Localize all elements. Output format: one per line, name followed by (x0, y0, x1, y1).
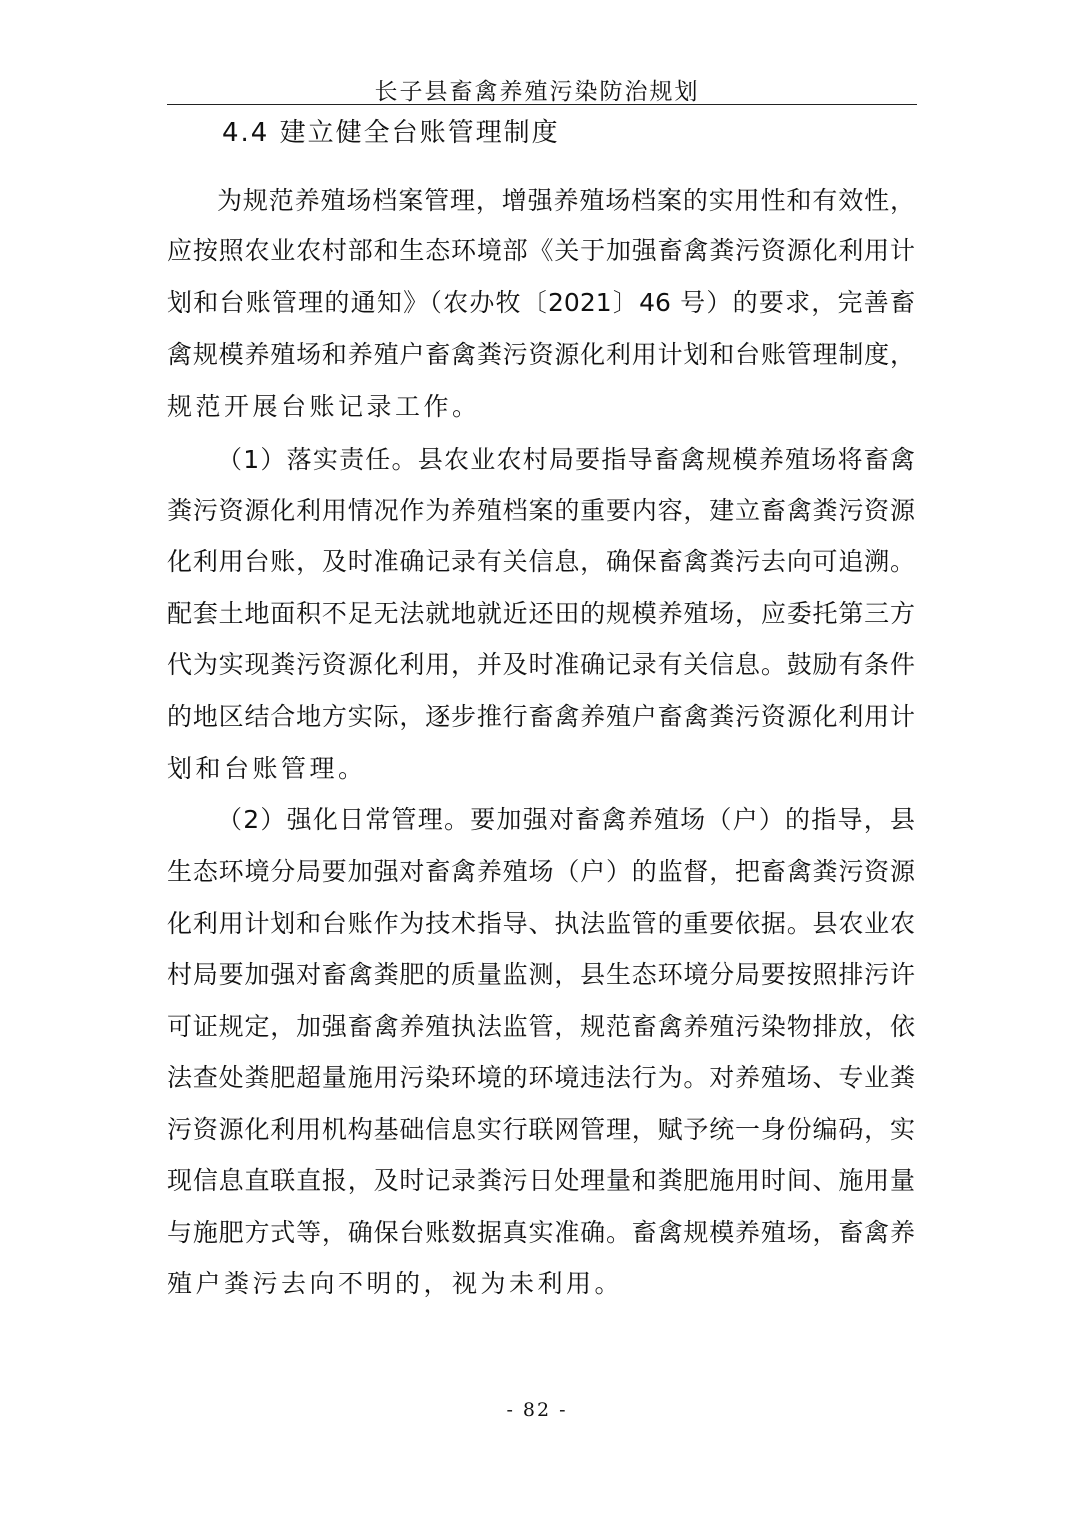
paragraph-line: 为规范养殖场档案管理，增强养殖场档案的实用性和有效性， (217, 186, 915, 215)
paragraph-line: 规范开展台账记录工作。 (167, 392, 481, 421)
section-heading: 4.4 建立健全台账管理制度 (222, 118, 560, 148)
paragraph-line: 殖户粪污去向不明的，视为未利用。 (167, 1269, 624, 1298)
paragraph-line: 可证规定，加强畜禽养殖执法监管，规范畜禽养殖污染物排放，依 (167, 1012, 915, 1041)
paragraph-line: 法查处粪肥超量施用污染环境的环境违法行为。对养殖场、专业粪 (167, 1063, 915, 1092)
paragraph-line: 禽规模养殖场和养殖户畜禽粪污资源化利用计划和台账管理制度， (167, 340, 915, 369)
paragraph-line: （1）落实责任。县农业农村局要指导畜禽规模养殖场将畜禽 (217, 445, 915, 474)
paragraph-line: （2）强化日常管理。要加强对畜禽养殖场（户）的指导，县 (217, 805, 915, 834)
paragraph-line: 与施肥方式等，确保台账数据真实准确。畜禽规模养殖场，畜禽养 (167, 1218, 915, 1247)
paragraph-line: 代为实现粪污资源化利用，并及时准确记录有关信息。鼓励有条件 (167, 650, 915, 679)
paragraph-line: 配套土地面积不足无法就地就近还田的规模养殖场，应委托第三方 (167, 599, 915, 628)
page-number: - 82 - (506, 1399, 568, 1421)
paragraph-line: 化利用台账，及时准确记录有关信息，确保畜禽粪污去向可追溯。 (167, 547, 915, 576)
paragraph-line: 现信息直联直报，及时记录粪污日处理量和粪肥施用时间、施用量 (167, 1166, 915, 1195)
paragraph-line: 应按照农业农村部和生态环境部《关于加强畜禽粪污资源化利用计 (167, 236, 915, 265)
paragraph-line: 化利用计划和台账作为技术指导、执法监管的重要依据。县农业农 (167, 909, 915, 938)
paragraph-line: 的地区结合地方实际，逐步推行畜禽养殖户畜禽粪污资源化利用计 (167, 702, 915, 731)
paragraph-line: 污资源化利用机构基础信息实行联网管理，赋予统一身份编码，实 (167, 1115, 915, 1144)
paragraph-line: 生态环境分局要加强对畜禽养殖场（户）的监督，把畜禽粪污资源 (167, 857, 915, 886)
paragraph-line: 划和台账管理的通知》（农办牧〔2021〕46 号）的要求，完善畜 (167, 288, 915, 317)
paragraph-line: 村局要加强对畜禽粪肥的质量监测，县生态环境分局要按照排污许 (167, 960, 915, 989)
running-header-title: 长子县畜禽养殖污染防治规划 (374, 79, 700, 105)
header-divider (167, 104, 917, 105)
paragraph-line: 粪污资源化利用情况作为养殖档案的重要内容，建立畜禽粪污资源 (167, 496, 915, 525)
paragraph-line: 划和台账管理。 (167, 754, 367, 783)
